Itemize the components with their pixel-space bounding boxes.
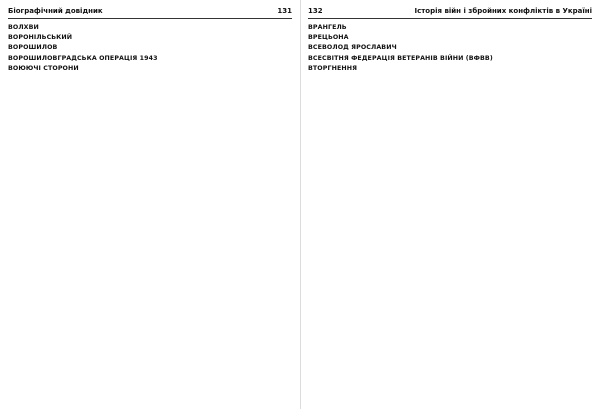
entry-headword: ВОРОШИЛОВ (8, 44, 58, 52)
right-header-title: Історія війн і збройних конфліктів в Україні (414, 7, 592, 15)
left-entry (8, 65, 292, 73)
entry-headword: ВРАНГЕЛЬ (308, 24, 347, 31)
right-entry (308, 44, 592, 52)
entry-headword: ВОРОШИЛОВГРАДСЬКА ОПЕРАЦІЯ 1943 (8, 54, 158, 62)
left-entry (8, 34, 292, 42)
left-header-title: Біографічний довідник (8, 7, 103, 15)
right-entry (308, 24, 592, 32)
left-page-content (8, 24, 292, 73)
right-page-header (308, 4, 592, 19)
right-entry (308, 55, 592, 63)
entry-headword: ВРЕЦЬОНА (308, 34, 349, 42)
left-entry (8, 24, 292, 32)
entry-headword: ВОЮЮЧІ СТОРОНИ (8, 64, 79, 72)
left-page-number: 131 (277, 7, 292, 15)
entry-headword: ВОЛХВИ (8, 24, 39, 31)
right-page-content (308, 24, 592, 73)
entry-headword: ВСЕВОЛОД ЯРОСЛАВИЧ (308, 44, 397, 52)
right-entry (308, 34, 592, 42)
left-page-header (8, 4, 292, 19)
entry-headword: ВОРОНІЛЬСЬКИЙ (8, 34, 73, 42)
right-entry (308, 65, 592, 73)
right-page-number: 132 (308, 7, 323, 15)
right-page (300, 0, 600, 409)
entry-headword: ВСЕСВІТНЯ ФЕДЕРАЦІЯ ВЕТЕРАНІВ ВІЙНИ (ВФВВ) (308, 54, 493, 62)
left-entry (8, 44, 292, 52)
left-entry (8, 55, 292, 63)
entry-headword: ВТОРГНЕННЯ (308, 64, 358, 72)
